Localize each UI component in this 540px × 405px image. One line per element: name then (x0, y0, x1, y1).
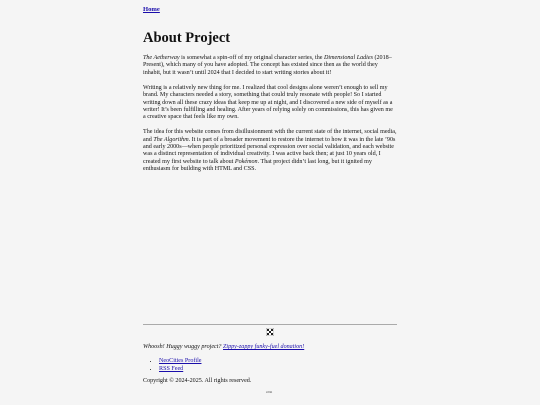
list-item (159, 365, 201, 373)
rss-feed-link[interactable]: RSS Feed (159, 366, 184, 372)
work-title: The Algorithm (153, 136, 189, 143)
work-title: Pokémon (234, 158, 258, 165)
footer-divider (143, 324, 397, 325)
donation-text: Whoosh! Huggy wuggy project? (143, 344, 223, 350)
version-label: v2.91 (266, 391, 273, 394)
paragraph-text: The idea for this website comes from disillusionment with the current state of the internet, social media, and (143, 129, 397, 143)
main-content (143, 55, 397, 181)
paragraph-intro (143, 55, 397, 77)
list-item (159, 357, 201, 365)
neocities-profile-link[interactable]: NeoCities Profile (159, 358, 202, 364)
top-nav (143, 6, 160, 14)
paragraph-text: . It is part of a broader movement to restore the internet to how it was in the late ’90s and early 2000s—when people prioritized personal expression over social validation, and each website was a distinct representation of individual creativity. I was active back then; at just 10 years old, I created my first website to talk about (143, 136, 396, 165)
footer-links (143, 357, 201, 373)
page-title: About Project (143, 30, 231, 46)
donation-link[interactable]: Zippy-zappy funky-fuel donation! (223, 344, 305, 350)
work-title: The Aetherway (143, 55, 180, 61)
copyright: Copyright © 2024-2025. All rights reserved. (143, 378, 252, 384)
paragraph-writing: Writing is a relatively new thing for me. I realized that cool designs alone weren’t enough to sell my brand. My characters needed a story, something that could truly resonate with people! So I started writing down all these crazy ideas that keep me up at night, and I discovered a new side of myself as a writer! It’s been fulfilling and healing. After years of relying solely on commissions, this has given me a creative space that feels like my own. (143, 84, 393, 121)
footer (143, 324, 397, 394)
pixel-emblem-icon (266, 328, 274, 336)
paragraph-website-idea (143, 129, 397, 173)
paragraph-text: . That project didn’t last long, but it ignited my enthusiasm for building with HTML and CSS. (143, 158, 372, 173)
work-title: Dimensional Ladies (324, 55, 373, 61)
paragraph-text: (2018–Present), which many of you have adopted. The concept has existed since then as the world they inhabit, but it wasn’t until 2024 that I decided to start writing stories about it! (143, 55, 392, 76)
paragraph-text: is somewhat a spin-off of my original character series, the (179, 55, 325, 61)
home-link[interactable]: Home (143, 6, 160, 13)
donation-line (143, 344, 304, 351)
